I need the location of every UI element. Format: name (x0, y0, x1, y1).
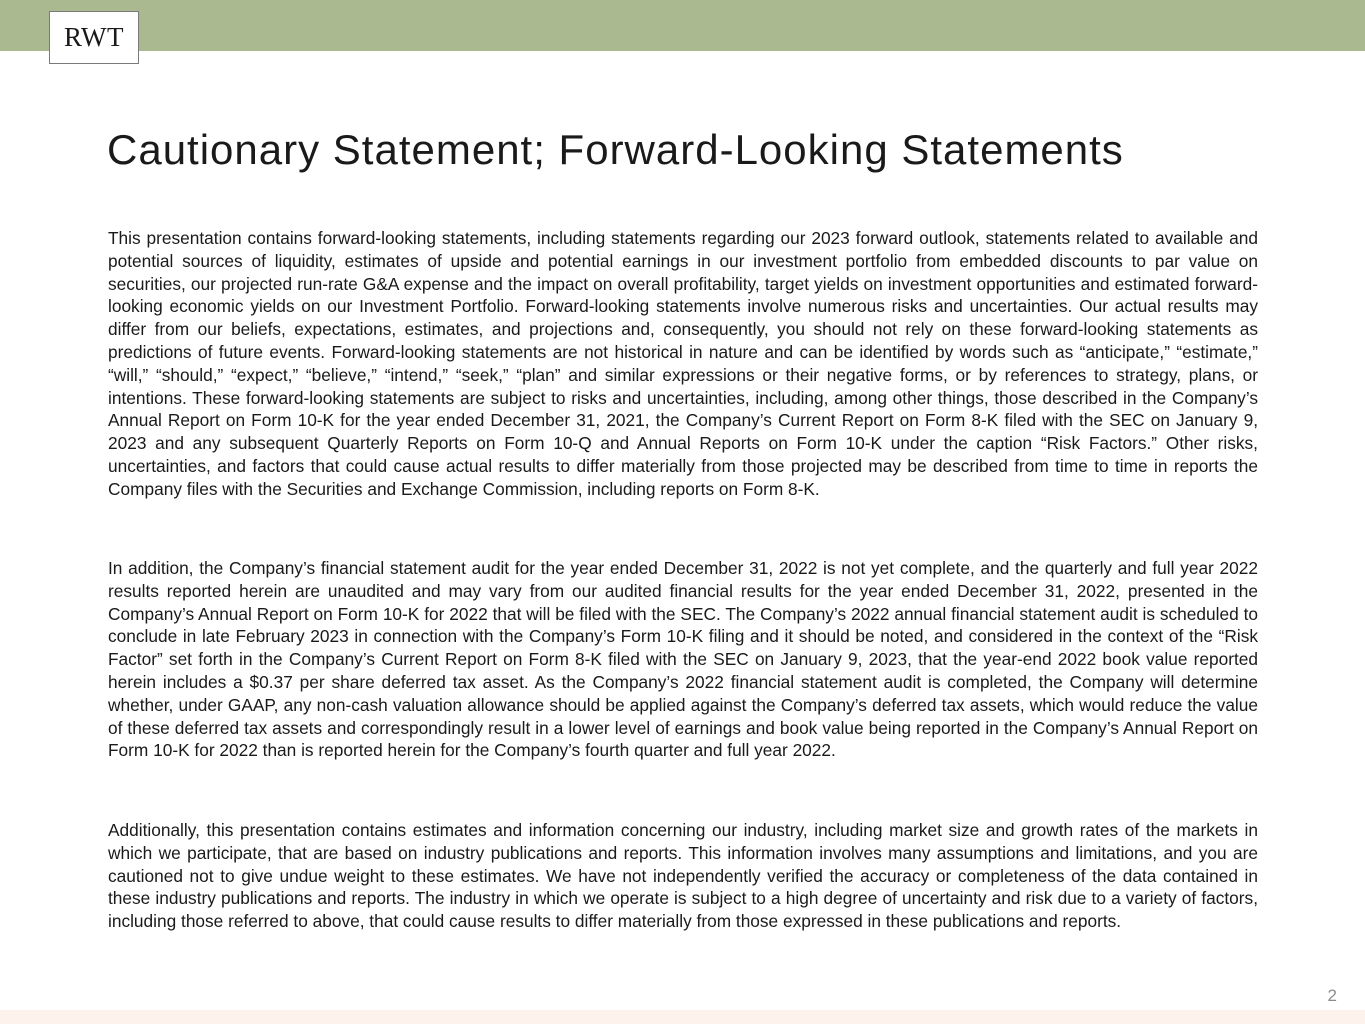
footer-band (0, 1010, 1365, 1024)
page-number: 2 (1327, 986, 1337, 1005)
paragraph-industry-data: Additionally, this presentation contains estimates and information concerning our industry, including market size and growth rates of the markets in which we participate, that are based on industry publications and reports. This information involves many assumptions and limitations, and you are cautioned not to give undue weight to these estimates. We have not independently verified the accuracy or completeness of the data contained in these industry publications and reports. The industry in which we operate is subject to a high degree of uncertainty and risk due to a variety of factors, including those referred to above, that could cause results to differ materially from those expressed in these publications and reports. (108, 820, 1258, 932)
header-band (0, 0, 1365, 51)
paragraph-audit-status: In addition, the Company’s financial statement audit for the year ended December 31, 2022 is not yet complete, and the quarterly and full year 2022 results reported herein are unaudited and may vary from our audited financial results for the year ended December 31, 2022, presented in the Company’s Annual Report on Form 10-K for 2022 that will be filed with the SEC. The Company’s 2022 annual financial statement audit is scheduled to conclude in late February 2023 in connection with the Company’s Form 10-K filing and it should be noted, and considered in the context of the “Risk Factor” set forth in the Company’s Current Report on Form 8-K filed with the SEC on January 9, 2023, that the year-end 2022 book value reported herein includes a $0.37 per share deferred tax asset. As the Company’s 2022 financial statement audit is completed, the Company will determine whether, under GAAP, any non-cash valuation allowance should be applied against the Company’s deferred tax assets, which would reduce the value of these deferred tax assets and correspondingly result in a lower level of earnings and book value being reported in the Company’s Annual Report on Form 10-K for 2022 than is reported herein for the Company’s fourth quarter and full year 2022. (108, 558, 1258, 761)
paragraph-forward-looking: This presentation contains forward-looking statements, including statements regarding our 2023 forward outlook, statements related to available and potential sources of liquidity, estimates of upside and potential earnings in our investment portfolio from embedded discounts to par value on securities, our projected run-rate G&A expense and the impact on overall profitability, target yields on investment opportunities and estimated forward-looking economic yields on our Investment Portfolio. Forward-looking statements involve numerous risks and uncertainties. Our actual results may differ from our beliefs, expectations, estimates, and projections and, consequently, you should not rely on these forward-looking statements as predictions of future events. Forward-looking statements are not historical in nature and can be identified by words such as “anticipate,” “estimate,” “will,” “should,” “expect,” “believe,” “intend,” “seek,” “plan” and similar expressions or their negative forms, or by references to strategy, plans, or intentions. These forward-looking statements are subject to risks and uncertainties, including, among other things, those described in the Company’s Annual Report on Form 10-K for the year ended December 31, 2021, the Company’s Current Report on Form 8-K filed with the SEC on January 9, 2023 and any subsequent Quarterly Reports on Form 10-Q and Annual Reports on Form 10-K under the caption “Risk Factors.” Other risks, uncertainties, and factors that could cause actual results to differ materially from those projected may be described from time to time in reports the Company files with the Securities and Exchange Commission, including reports on Form 8-K. (108, 228, 1258, 499)
logo-text: RWT (64, 22, 124, 52)
page-title: Cautionary Statement; Forward-Looking Statements (107, 126, 1124, 173)
company-logo (49, 11, 139, 64)
